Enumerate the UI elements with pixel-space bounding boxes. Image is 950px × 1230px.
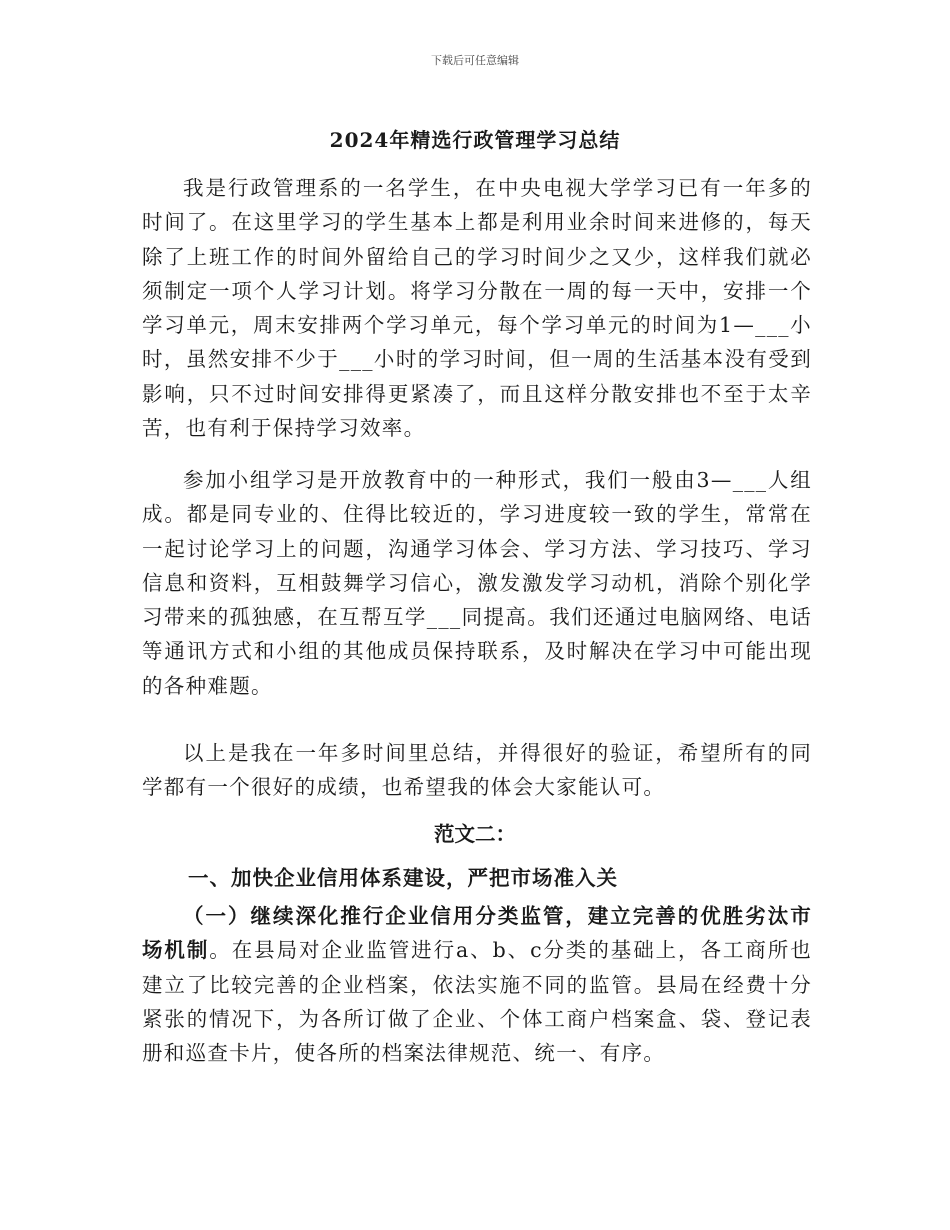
subsection-bold-lead: （一）继续深化推行企业信用分类监管，建立完善的优胜劣汰市场机制 (142, 904, 812, 963)
heading-level-1: 一、加快企业信用体系建设，严把市场准入关 (188, 866, 618, 890)
paragraph-study-plan (142, 171, 812, 445)
paragraph-text: 我是行政管理系的一名学生，在中央电视大学学习已有一年多的时间了。在这里学习的学生基本上都是利用业余时间来进修的，每天除了上班工作的时间外留给自己的学习时间少之又少，这样我们就必须制定一项个人学习计划。将学习分散在一周的每一天中，安排一个学习单元，周末安排两个学习单元，每个学习单元的时间为1—___小时，虽然安排不少于___小时的学习时间，但一周的生活基本没有受到影响，只不过时间安排得更紧凑了，而且这样分散安排也不至于太辛苦，也有利于保持学习效率。 (142, 176, 812, 441)
header-note: 下载后可任意编辑 (431, 54, 519, 67)
paragraph-group-study (142, 463, 812, 703)
subsection-paragraph (142, 899, 812, 1070)
subsection-text (142, 899, 812, 1070)
paragraph-text: 参加小组学习是开放教育中的一种形式，我们一般由3—___人组成。都是同专业的、住得比较近的，学习进度较一致的学生，常常在一起讨论学习上的问题，沟通学习体会、学习方法、学习技巧、学习信息和资料，互相鼓舞学习信心，激发激发学习动机，消除个别化学习带来的孤独感，在互帮互学___同提高。我们还通过电脑网络、电话等通讯方式和小组的其他成员保持联系，及时解决在学习中可能出现的各种难题。 (142, 468, 812, 698)
paragraph-text: 以上是我在一年多时间里总结，并得很好的验证，希望所有的同学都有一个很好的成绩，也希望我的体会大家能认可。 (142, 741, 812, 800)
section-title: 范文二： (434, 822, 516, 846)
document-title: 2024年精选行政管理学习总结 (329, 128, 621, 152)
subsection-body: 。在县局对企业监管进行a、b、c分类的基础上，各工商所也建立了比较完善的企业档案，依法实施不同的监管。县局在经费十分紧张的情况下，为各所订做了企业、个体工商户档案盒、袋、登记表册和巡查卡片，使各所的档案法律规范、统一、有序。 (142, 938, 812, 1066)
paragraph-conclusion (142, 736, 812, 805)
